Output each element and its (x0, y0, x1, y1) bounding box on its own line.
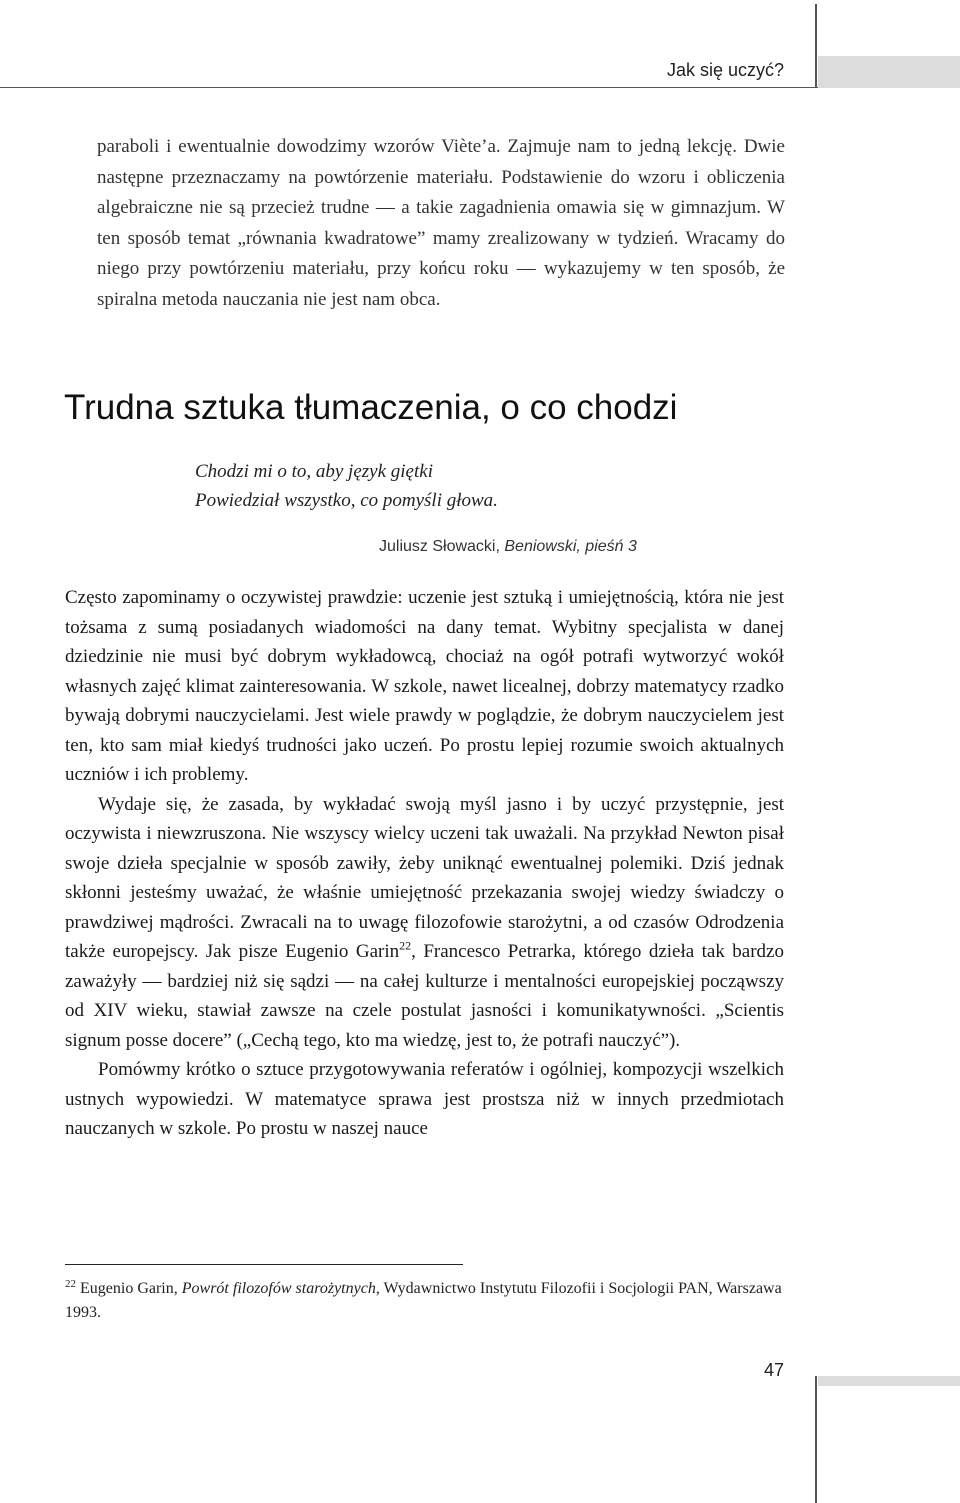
paragraph: Często zapominamy o oczywistej prawdzie: uczenie jest sztuką i umiejętnością, która nie jest tożsama z sumą posiadanych wiadomości na dany temat. Wybitny specjalista w danej dziedzinie nie musi być dobrym wykładowcą, chociaż na ogół potrafi wytworzyć wokół własnych zajęć klimat zainteresowania. W szkole, nawet licealnej, dobrzy matematycy rzadko bywają dobrymi nauczycielami. Jest wiele prawdy w poglądzie, że dobrym nauczycielem jest ten, kto sam miał kiedyś trudności jako uczeń. Po prostu lepiej rozumie swoich aktualnych uczniów i ich problemy. (65, 587, 784, 785)
footnote-rest: , Wydawnictwo Instytutu Filozofii i Socjologii PAN, Warszawa 1993. (65, 1280, 782, 1321)
footnote-rule (65, 1264, 463, 1265)
attribution-work: Beniowski, pieśń 3 (504, 538, 637, 555)
footnote-number: 22 (65, 1277, 76, 1290)
page-number: 47 (763, 1360, 784, 1380)
epigraph-attribution (379, 538, 637, 556)
epigraph (195, 457, 498, 515)
running-head: Jak się uczyć? (666, 60, 784, 80)
section-title: Trudna sztuka tłumaczenia, o co chodzi (64, 388, 678, 427)
footnote-author: Eugenio Garin, (80, 1280, 182, 1297)
footnote (65, 1277, 784, 1325)
epigraph-line: Powiedział wszystko, co pomyśli głowa. (195, 490, 498, 511)
epigraph-line: Chodzi mi o to, aby język giętki (195, 461, 433, 482)
footer-margin-line (815, 1376, 817, 1503)
footer-thumb-tab (818, 1376, 960, 1386)
paragraph-text: , Francesco Petrarka, którego dzieła tak bardzo zaważyły — bardziej niż się sądzi — na całej kulturze i mentalności europejskiej począwszy od XIV wieku, stawiał zawsze na czele postulat jasności i komunikatywności. „Scientis signum posse docere” („Cechą tego, kto ma wiedzę, jest to, że potrafi nauczyć”). (65, 941, 784, 1051)
header-rule (0, 87, 818, 88)
paragraph (65, 790, 784, 1056)
footnote-title: Powrót filozofów starożytnych (181, 1280, 376, 1297)
paragraph: Pomówmy krótko o sztuce przygotowywania referatów i ogólniej, kompozycji wszelkich ustnych wypowiedzi. W matematyce sprawa jest prostsza niż w innych przedmiotach nauczanych w szkole. Po prostu w naszej nauce (65, 1059, 784, 1139)
attribution-author: Juliusz Słowacki, (379, 538, 505, 555)
header-thumb-tab (818, 56, 960, 88)
footnote-reference: 22 (399, 938, 412, 953)
paragraph-text: Wydaje się, że zasada, by wykładać swoją myśl jasno i by uczyć przystępnie, jest oczywista i niewzruszona. Nie wszyscy wielcy uczeni tak uważali. Na przykład Newton pisał swoje dzieła specjalnie w sposób zawiły, żeby uniknąć ewentualnej polemiki. Dziś jednak skłonni jesteśmy uważać, że właśnie umiejętność przekazania swojej wiedzy świadczy o prawdziwej mądrości. Zwracali na to uwagę filozofowie starożytni, a od czasów Odrodzenia także europejscy. Jak pisze Eugenio Garin (65, 793, 784, 962)
header-margin-line (815, 4, 817, 88)
intro-paragraph: paraboli i ewentualnie dowodzimy wzorów Viète’a. Zajmuje nam to jedną lekcję. Dwie następne przeznaczamy na powtórzenie materiału. Podstawienie do wzoru i obliczenia algebraiczne nie są przecież trudne — a takie zagadnienia omawia się w gimnazjum. W ten sposób temat „równania kwadratowe” mamy zrealizowany w tydzień. Wracamy do niego przy powtórzeniu materiału, przy końcu roku — wykazujemy w ten sposób, że spiralna metoda nauczania nie jest nam obca. (97, 136, 785, 310)
body-text (65, 583, 784, 1144)
